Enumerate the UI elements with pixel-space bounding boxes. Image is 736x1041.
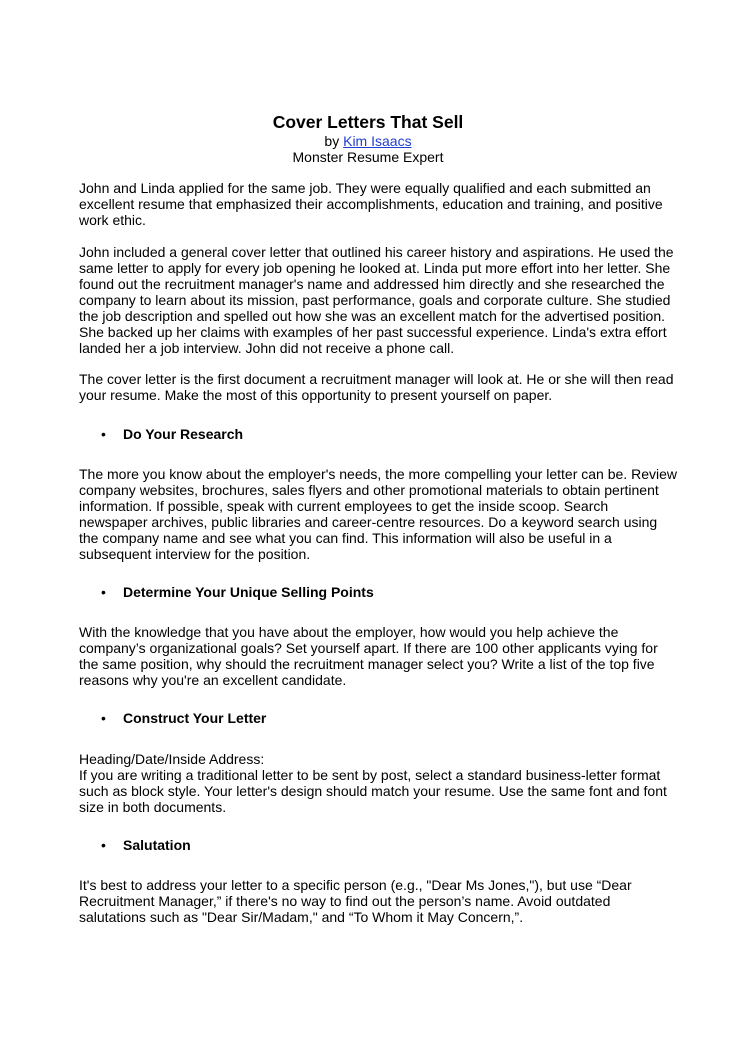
document-title: Cover Letters That Sell [272,112,464,132]
bullet-dot: • [101,837,106,853]
byline [0,133,736,150]
bullet-heading-research [101,426,243,442]
bullet-label: Do Your Research [123,426,244,442]
paragraph-heading-label: Heading/Date/Inside Address: [79,751,265,767]
byline-prefix: by [324,133,344,149]
author-link[interactable]: Kim Isaacs [343,133,412,149]
bullet-dot: • [101,426,106,442]
bullet-label: Determine Your Unique Selling Points [123,584,374,600]
bullet-label: Construct Your Letter [123,710,267,726]
bullet-heading-construct [101,710,266,726]
paragraph-selling-points: With the knowledge that you have about the employer, how would you help achieve the company’s organizational goals? Set yourself apart. If there are 100 other applicants vying for the same position, why should the recruitment manager select you? Write a list of the top five reasons why you're an excellent candidate. [79,624,658,688]
paragraph-salutation: It's best to address your letter to a specific person (e.g., "Dear Ms Jones,"), but use “Dear Recruitment Manager,” if there's no way to find out the person’s name. Avoid outdated salutations such as "Dear Sir/Madam," and “To Whom it May Concern,”. [79,877,632,925]
paragraph-research: The more you know about the employer's needs, the more compelling your letter can be. Review company websites, brochures, sales flyers and other promotional materials to obtain pertinent information. If possible, speak with current employees to get the inside scoop. Search newspaper archives, public libraries and career-centre resources. Do a keyword search using the company name and see what you can find. This information will also be useful in a subsequent interview for the position. [79,466,677,562]
paragraph-intro: John and Linda applied for the same job. They were equally qualified and each submitted an excellent resume that emphasized their accomplishments, education and training, and positive work ethic. [79,180,663,228]
bullet-label: Salutation [123,837,191,853]
paragraph-construct: If you are writing a traditional letter to be sent by post, select a standard business-letter format such as block style. Your letter's design should match your resume. Use the same font and font size in both documents. [79,767,667,815]
bullet-heading-selling-points [101,584,374,600]
bullet-dot: • [101,710,106,726]
bullet-heading-salutation [101,837,191,853]
author-role: Monster Resume Expert [292,149,444,165]
bullet-dot: • [101,584,106,600]
paragraph-story: John included a general cover letter that outlined his career history and aspirations. He used the same letter to apply for every job opening he looked at. Linda put more effort into her letter. She found out the recruitment manager's name and addressed him directly and she researched the company to learn about its mission, past performance, goals and corporate culture. She studied the job description and spelled out how she was an excellent match for the advertised position. She backed up her claims with examples of her past successful experience. Linda's extra effort landed her a job interview. John did not receive a phone call. [79,244,674,356]
paragraph-first-document: The cover letter is the first document a recruitment manager will look at. He or she will then read your resume. Make the most of this opportunity to present yourself on paper. [79,371,674,403]
